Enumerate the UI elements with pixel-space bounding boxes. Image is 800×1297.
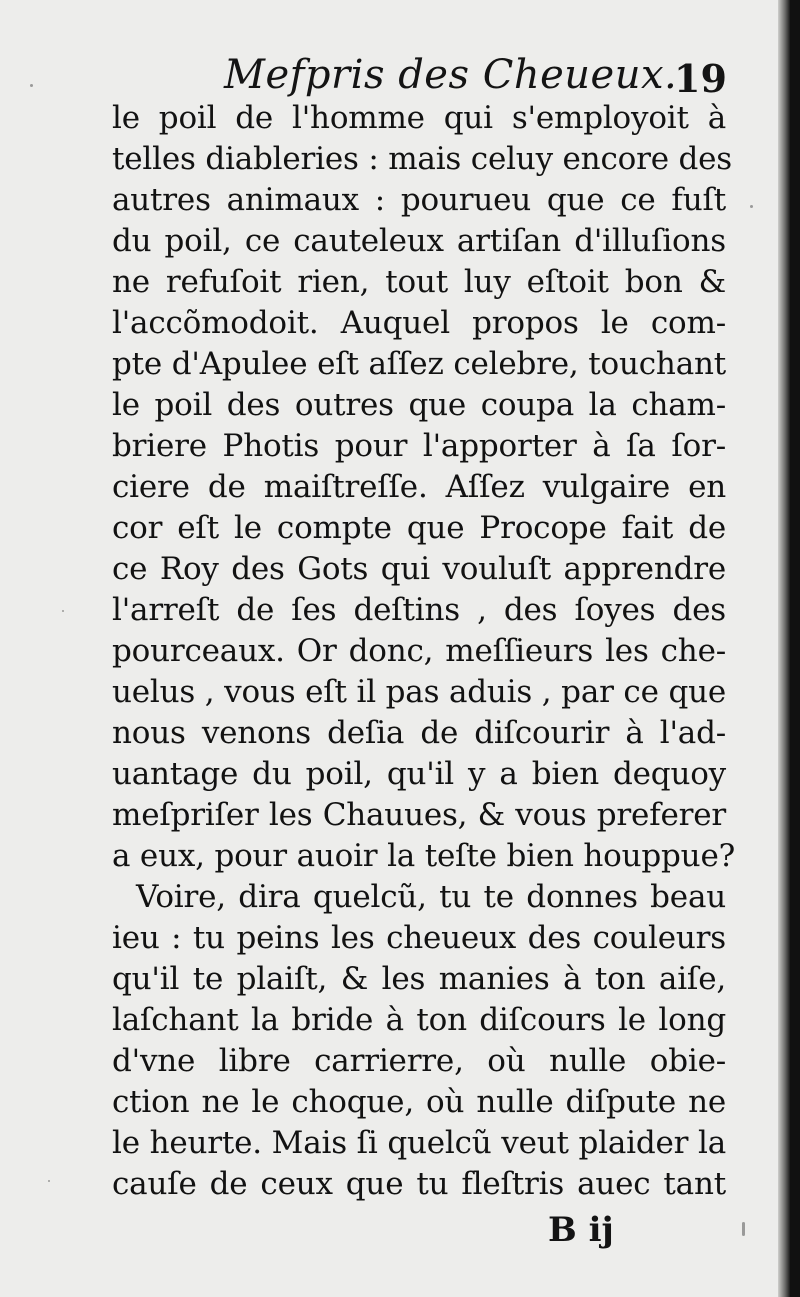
text-line: le heurte. Mais ſi quelcũ veut plaider la (112, 1125, 726, 1161)
text-line: pte d'Apulee eſt aſſez celebre, touchant (112, 346, 726, 382)
text-line: le poil de l'homme qui s'employoit à (112, 100, 726, 136)
text-line: a eux, pour auoir la teſte bien houppue? (112, 838, 736, 874)
text-line: ciere de maiſtreſſe. Aſſez vulgaire en (112, 469, 726, 505)
text-line: telles diableries : mais celuy encore des (112, 141, 732, 177)
text-line: l'accõmodoit. Auquel propos le com- (112, 305, 726, 341)
text-line: ieu : tu peins les cheueux des couleurs (112, 920, 726, 956)
signature-mark: B ij (548, 1210, 614, 1250)
paper-speck (750, 205, 753, 208)
paper-speck (742, 1222, 745, 1236)
text-line: du poil, ce cauteleux artiſan d'illuſions (112, 223, 726, 259)
text-line: qu'il te plaiſt, & les manies à ton aiſe, (112, 961, 726, 997)
text-line: uelus , vous eſt il pas aduis , par ce que (112, 674, 726, 710)
body-text (112, 98, 736, 1205)
paper-speck (30, 84, 33, 87)
text-line: l'arreſt de ſes deſtins , des ſoyes des (112, 592, 726, 628)
running-title: Mefpris des Cheueux. (224, 52, 678, 98)
paragraph-start-line: Voire, dira quelcũ, tu te donnes beau (136, 879, 726, 915)
text-line: autres animaux : pourueu que ce fuſt (112, 182, 726, 218)
text-line: ne refuſoit rien, tout luy eſtoit bon & (112, 264, 726, 300)
page-edge-shadow (778, 0, 790, 1297)
text-line: le poil des outres que coupa la cham- (112, 387, 726, 423)
text-line: cauſe de ceux que tu fleſtris auec tant (112, 1166, 726, 1202)
text-line: pourceaux. Or donc, meſſieurs les che- (112, 633, 726, 669)
paper-speck (62, 610, 64, 612)
text-line: briere Photis pour l'apporter à ſa ſor- (112, 428, 726, 464)
text-line: d'vne libre carrierre, où nulle obie- (112, 1043, 726, 1079)
page-number: 19 (674, 56, 727, 101)
text-line: ction ne le choque, où nulle diſpute ne (112, 1084, 726, 1120)
text-line: laſchant la bride à ton diſcours le long (112, 1002, 726, 1038)
paper-speck (48, 1180, 50, 1182)
text-line: cor eſt le compte que Procope fait de (112, 510, 726, 546)
text-line: nous venons deſia de diſcourir à l'ad- (112, 715, 726, 751)
text-line: uantage du poil, qu'il y a bien dequoy (112, 756, 726, 792)
text-line: meſpriſer les Chauues, & vous preferer (112, 797, 726, 833)
text-line: ce Roy des Gots qui vouluſt apprendre (112, 551, 726, 587)
